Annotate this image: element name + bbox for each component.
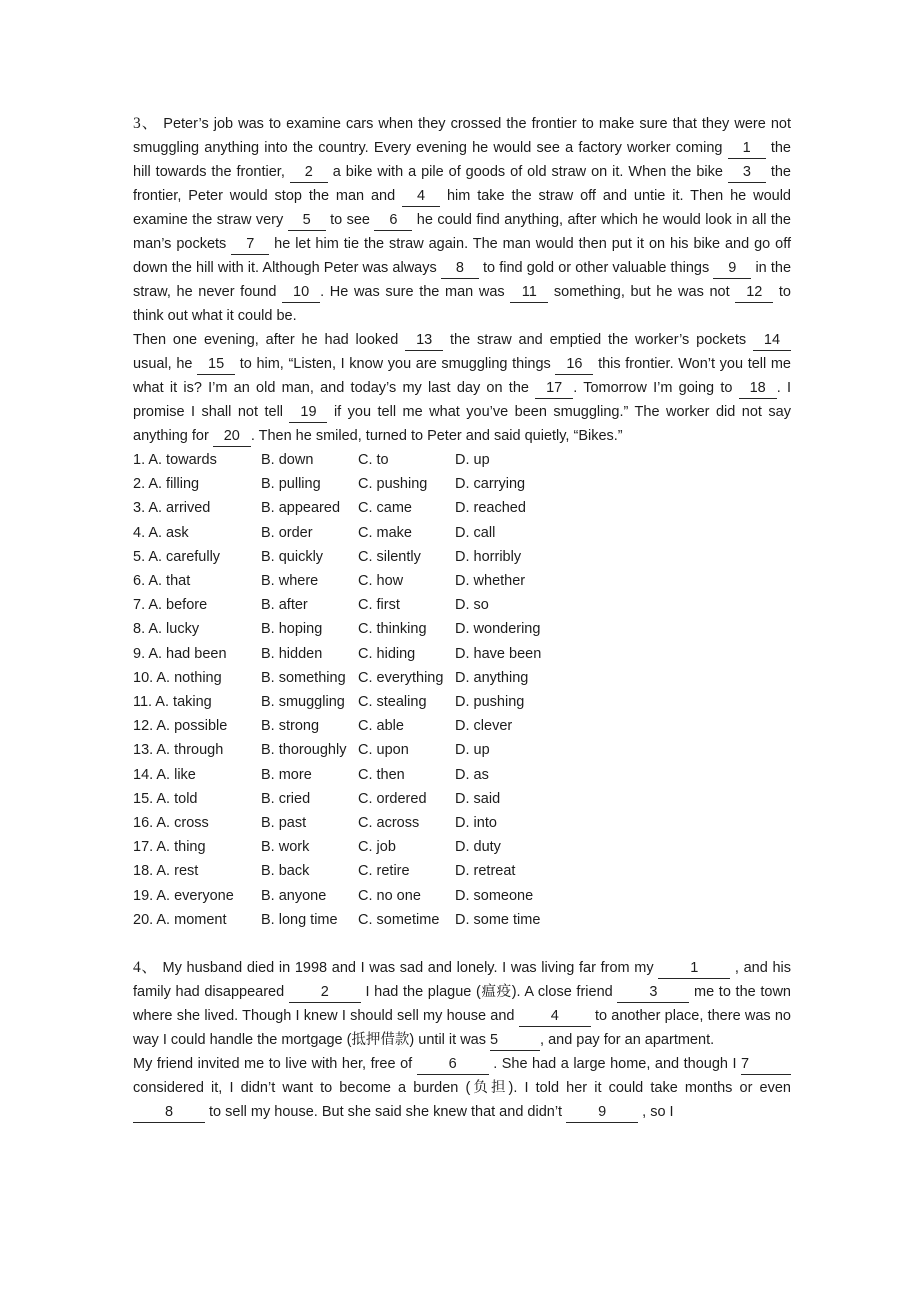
question-16-option-c: C. across [358, 815, 420, 832]
p3-number: 3、 [133, 115, 159, 132]
p4-blank-9: 9 [566, 1103, 638, 1123]
question-12-option-a: 12. A. possible [133, 718, 228, 735]
question-8-option-c: C. thinking [358, 621, 427, 638]
p3-blank-2: 2 [290, 163, 328, 183]
question-7-option-c: C. first [358, 597, 400, 614]
question-13-option-b: B. thoroughly [261, 742, 347, 759]
question-9-option-a: 9. A. had been [133, 645, 227, 662]
question-14-option-a: 14. A. like [133, 766, 196, 783]
question-10-option-a: 10. A. nothing [133, 669, 222, 686]
question-20-option-a: 20. A. moment [133, 911, 227, 928]
p3-paragraph-1: 3、 Peter’s job was to examine cars when they crossed the frontier to make sure that they were not smuggling anything into the country. Every evening he would see a factory worker coming 1 the hill towards the frontier, 2 a bike with a pile of goods of old straw on it. When the bike 3 the frontier, Peter would stop the man and 4 him take the straw off and untie it. Then he would examine the straw very 5 to see 6 he could find anything, after which he would look in all the man’s pockets 7 he let him tie the straw again. The man would then put it on his bike and go off down the hill with it. Although Peter was always 8 to find gold or other valuable things 9 in the straw, he never found 10 . He was sure the man was 11 something, but he was not 12 to think out what it could be. [133, 115, 792, 324]
p4-blank-5: 5 [490, 1031, 540, 1051]
question-row-3 [133, 496, 791, 520]
question-14-option-d: D. as [455, 766, 489, 783]
question-17-option-b: B. work [261, 839, 310, 856]
p4-blank-7: 7 [741, 1055, 791, 1075]
p3-blank-14: 14 [753, 331, 791, 351]
p3-blank-3: 3 [728, 163, 766, 183]
p3-blank-1: 1 [728, 139, 766, 159]
question-3-option-d: D. reached [455, 500, 526, 517]
p3-blank-12: 12 [735, 283, 773, 303]
p3-blank-7: 7 [231, 235, 269, 255]
p3-blank-20: 20 [213, 427, 251, 447]
p3-blank-19: 19 [289, 403, 327, 423]
question-12-option-d: D. clever [455, 718, 513, 735]
p4-blank-2: 2 [289, 983, 361, 1003]
question-2-option-a: 2. A. filling [133, 476, 200, 493]
question-18-option-a: 18. A. rest [133, 863, 199, 880]
question-11-option-a: 11. A. taking [133, 694, 212, 711]
question-5-option-d: D. horribly [455, 548, 522, 565]
question-9-option-d: D. have been [455, 645, 542, 662]
question-row-5 [133, 545, 791, 569]
question-row-1 [133, 448, 791, 472]
question-row-16 [133, 811, 791, 835]
question-11-option-d: D. pushing [455, 694, 525, 711]
question-row-15 [133, 787, 791, 811]
question-18-option-d: D. retreat [455, 863, 516, 880]
question-row-4 [133, 521, 791, 545]
question-6-option-b: B. where [261, 573, 319, 590]
p3-blank-18: 18 [739, 379, 777, 399]
question-18-option-b: B. back [261, 863, 310, 880]
question-row-20 [133, 908, 791, 932]
question-12-option-c: C. able [358, 718, 404, 735]
p4-paragraph-1: 4、 My husband died in 1998 and I was sad and lonely. I was living far from my 1 , and his family had disappeared 2 I had the plague (瘟疫). A close friend 3 me to the town where she lived. Though I knew I should sell my house and 4 to another place, there was no way I could handle the mortgage (抵押借款) until it was 5 , and pay for an apartment. [133, 956, 791, 1052]
question-16-option-d: D. into [455, 815, 497, 832]
question-4-option-d: D. call [455, 524, 496, 541]
question-1-option-a: 1. A. towards [133, 452, 217, 468]
question-6-option-a: 6. A. that [133, 573, 191, 590]
p3-blank-15: 15 [197, 355, 235, 375]
p3-blank-11: 11 [510, 283, 548, 303]
question-2-option-b: B. pulling [261, 476, 321, 493]
question-row-8 [133, 617, 791, 641]
question-20-option-d: D. some time [455, 911, 541, 928]
question-row-18 [133, 859, 791, 883]
p4-paragraph-2: My friend invited me to live with her, free of 6 . She had a large home, and though I 7 considered it, I didn’t want to become a burden (负担). I told her it could take months or even 8 to sell my house. But she said she knew that and didn’t 9 , so I [133, 1052, 791, 1124]
question-row-17 [133, 835, 791, 859]
p4-blank-1: 1 [658, 959, 730, 979]
question-2-option-c: C. pushing [358, 476, 428, 493]
question-row-9 [133, 642, 791, 666]
p3-blank-5: 5 [288, 211, 326, 231]
p3-blank-16: 16 [555, 355, 593, 375]
question-row-19 [133, 884, 791, 908]
question-13-option-a: 13. A. through [133, 742, 224, 759]
question-row-2 [133, 472, 791, 496]
question-5-option-b: B. quickly [261, 548, 324, 565]
question-6-option-c: C. how [358, 573, 404, 590]
question-10-option-d: D. anything [455, 669, 529, 686]
question-5-option-a: 5. A. carefully [133, 548, 221, 565]
question-19-option-b: B. anyone [261, 887, 327, 904]
question-10-option-c: C. everything [358, 669, 444, 686]
question-17-option-a: 17. A. thing [133, 839, 206, 856]
p4-number: 4、 [133, 959, 158, 977]
question-19-option-c: C. no one [358, 887, 421, 904]
question-list [133, 448, 791, 932]
question-6-option-d: D. whether [455, 573, 526, 590]
question-1-option-d: D. up [455, 452, 490, 468]
passage-3 [133, 112, 791, 448]
question-4-option-a: 4. A. ask [133, 524, 189, 541]
question-4-option-b: B. order [261, 524, 313, 541]
question-17-option-d: D. duty [455, 839, 501, 856]
p3-blank-8: 8 [441, 259, 479, 279]
question-8-option-a: 8. A. lucky [133, 621, 200, 638]
question-row-12 [133, 714, 791, 738]
question-1-option-b: B. down [261, 452, 314, 468]
question-5-option-c: C. silently [358, 548, 421, 565]
question-row-14 [133, 763, 791, 787]
question-16-option-a: 16. A. cross [133, 815, 209, 832]
question-19-option-d: D. someone [455, 887, 534, 904]
passage-4 [133, 956, 791, 1124]
question-4-option-c: C. make [358, 524, 412, 541]
question-18-option-c: C. retire [358, 863, 410, 880]
question-13-option-d: D. up [455, 742, 490, 759]
question-9-option-c: C. hiding [358, 645, 416, 662]
question-row-7 [133, 593, 791, 617]
question-20-option-c: C. sometime [358, 911, 440, 928]
p3-paragraph-2: Then one evening, after he had looked 13 the straw and emptied the worker’s pockets 14 usual, he 15 to him, “Listen, I know you are smuggling things 16 this frontier. Won’t you tell me what it is? I’m an old man, and today’s my last day on the 17 . Tomorrow I’m going to 18 . I promise I shall not tell 19 if you tell me what you’ve been smuggling.” The worker did not say anything for 20 . Then he smiled, turned to Peter and said quietly, “Bikes.” [133, 328, 791, 448]
question-7-option-b: B. after [261, 597, 308, 614]
question-3-option-b: B. appeared [261, 500, 341, 517]
p4-blank-8: 8 [133, 1103, 205, 1123]
p3-blank-9: 9 [713, 259, 751, 279]
p3-blank-10: 10 [282, 283, 320, 303]
question-20-option-b: B. long time [261, 911, 338, 928]
question-1-option-c: C. to [358, 452, 389, 468]
question-row-11 [133, 690, 791, 714]
question-8-option-d: D. wondering [455, 621, 541, 638]
question-11-option-b: B. smuggling [261, 694, 345, 711]
question-2-option-d: D. carrying [455, 476, 526, 493]
p4-blank-6: 6 [417, 1055, 489, 1075]
question-15-option-c: C. ordered [358, 790, 427, 807]
question-13-option-c: C. upon [358, 742, 409, 759]
question-row-13 [133, 738, 791, 762]
question-15-option-d: D. said [455, 790, 501, 807]
question-9-option-b: B. hidden [261, 645, 323, 662]
p4-blank-3: 3 [617, 983, 689, 1003]
p3-blank-4: 4 [402, 187, 440, 207]
question-16-option-b: B. past [261, 815, 307, 832]
question-3-option-a: 3. A. arrived [133, 500, 211, 517]
p3-blank-17: 17 [535, 379, 573, 399]
question-10-option-b: B. something [261, 669, 346, 686]
question-row-10 [133, 666, 791, 690]
question-11-option-c: C. stealing [358, 694, 427, 711]
p3-blank-13: 13 [405, 331, 443, 351]
document-content [133, 112, 791, 1124]
question-row-6 [133, 569, 791, 593]
question-7-option-d: D. so [455, 597, 489, 614]
question-12-option-b: B. strong [261, 718, 320, 735]
p4-blank-4: 4 [519, 1007, 591, 1027]
question-17-option-c: C. job [358, 839, 396, 856]
question-14-option-c: C. then [358, 766, 405, 783]
question-15-option-b: B. cried [261, 790, 311, 807]
question-3-option-c: C. came [358, 500, 412, 517]
question-7-option-a: 7. A. before [133, 597, 208, 614]
p3-blank-6: 6 [374, 211, 412, 231]
question-8-option-b: B. hoping [261, 621, 323, 638]
question-15-option-a: 15. A. told [133, 790, 198, 807]
question-19-option-a: 19. A. everyone [133, 887, 234, 904]
question-14-option-b: B. more [261, 766, 312, 783]
